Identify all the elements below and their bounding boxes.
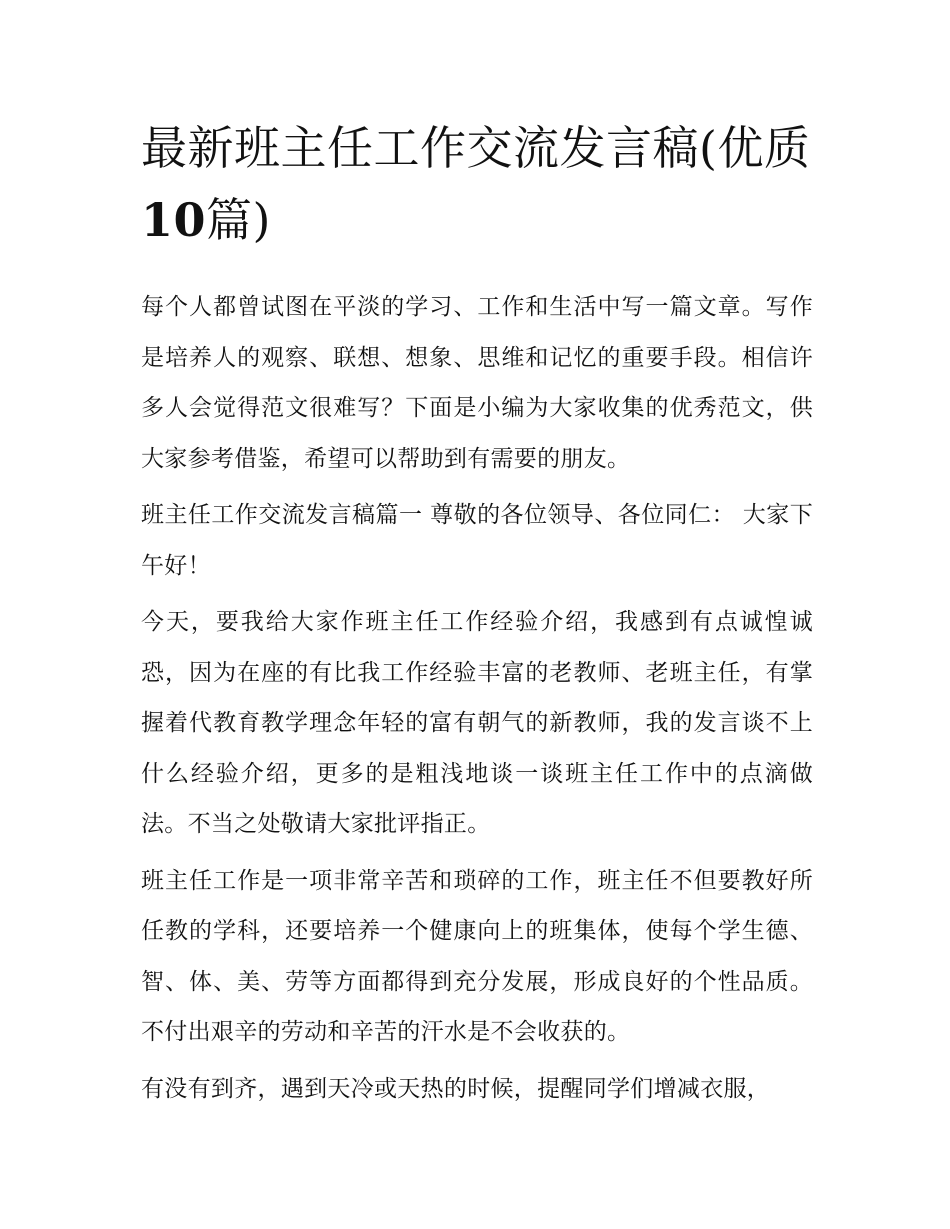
document-title [141,112,813,256]
body-paragraph: 今天，要我给大家作班主任工作经验介绍，我感到有点诚惶诚恐，因为在座的有比我工作经验丰富的老教师、老班主任，有掌握着代教育教学理念年轻的富有朝气的新教师，我的发言谈不上什么经验介绍，更多的是粗浅地谈一谈班主任工作中的点滴做法。不当之处敬请大家批评指正。 [141,609,813,837]
intro-paragraph: 每个人都曾试图在平淡的学习、工作和生活中写一篇文章。写作是培养人的观察、联想、想象、思维和记忆的重要手段。相信许多人会觉得范文很难写？下面是小编为大家收集的优秀范文，供大家参考借鉴，希望可以帮助到有需要的朋友。 [141,294,813,472]
title-text-part1: 最新班主任工作交流发言稿(优质 [141,121,811,175]
body-paragraph: 有没有到齐，遇到天冷或天热的时候，提醒同学们增减衣服， [141,1075,771,1102]
document-page [141,112,813,1120]
title-text-part2: 篇) [206,193,271,247]
body-paragraph: 班主任工作是一项非常辛苦和琐碎的工作，班主任不但要教好所任教的学科，还要培养一个健康向上的班集体，使每个学生德、智、体、美、劳等方面都得到充分发展，形成良好的个性品质。不付出艰辛的劳动和辛苦的汗水是不会收获的。 [141,867,813,1045]
greeting-paragraph: 班主任工作交流发言稿篇一 尊敬的各位领导、各位同仁： 大家下午好！ [141,502,813,579]
title-number: 10 [141,193,207,247]
document-body [141,282,813,1114]
